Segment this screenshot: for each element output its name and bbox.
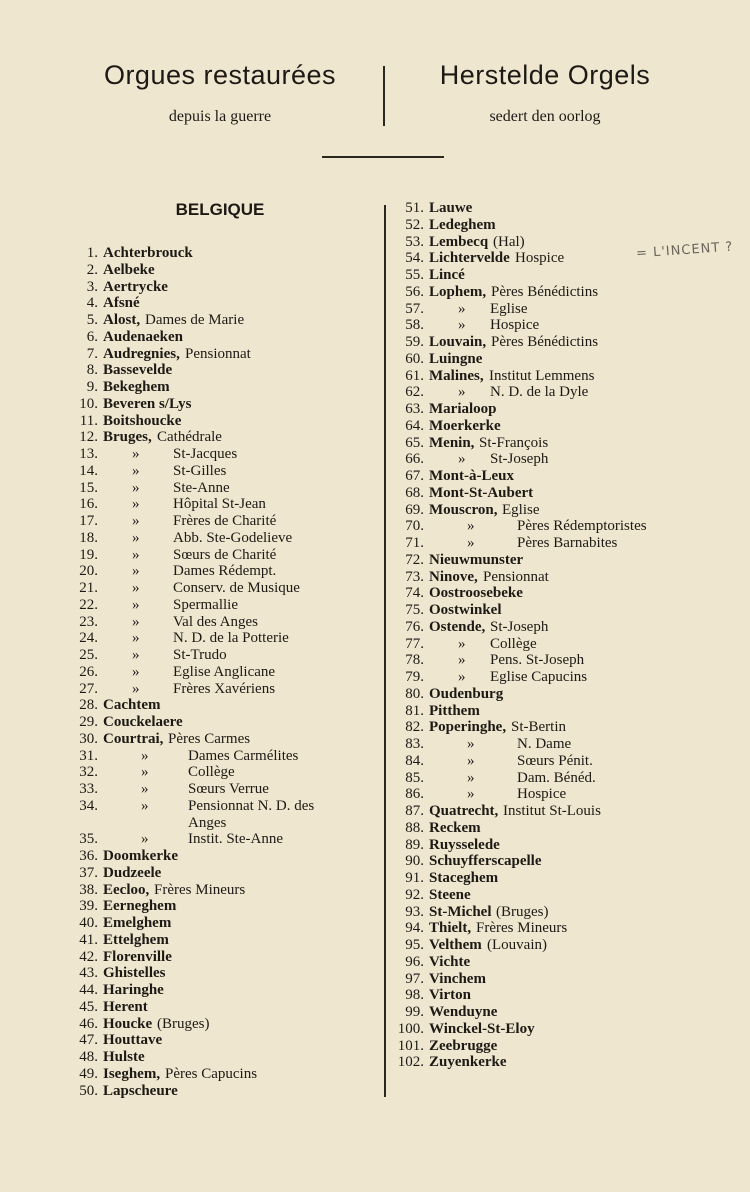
item-number: 56.	[405, 283, 424, 300]
item-name: Courtrai,	[103, 730, 164, 747]
item-name: Reckem	[429, 819, 481, 836]
item-detail: Institut Lemmens	[489, 367, 595, 384]
item-number: 73.	[405, 568, 424, 585]
item-detail: N. Dame	[517, 736, 572, 752]
handwritten-annotation: = L'INCENT ?	[635, 239, 734, 262]
item-number: 41.	[79, 931, 98, 948]
item-number: 5.	[86, 312, 98, 328]
item-number: 29.	[79, 714, 98, 730]
ditto-marker: »	[132, 663, 140, 680]
ditto-marker: »	[458, 384, 466, 401]
ditto-marker: »	[132, 613, 140, 630]
item-number: 35.	[79, 831, 98, 848]
item-number: 79.	[405, 669, 424, 685]
item-number: 12.	[79, 429, 98, 446]
item-name: Menin,	[429, 434, 475, 451]
item-detail: (Bruges)	[157, 1015, 210, 1032]
item-name: Louvain,	[429, 334, 487, 350]
item-name: Moerkerke	[429, 417, 501, 434]
item-number: 22.	[79, 596, 98, 613]
item-number: 47.	[79, 1032, 98, 1049]
column-divider	[384, 205, 386, 1097]
ditto-marker: »	[132, 580, 140, 596]
item-detail: Hospice	[490, 317, 540, 334]
item-number: 52.	[405, 216, 424, 233]
item-name: Herent	[103, 998, 148, 1015]
item-detail: Frères de Charité	[173, 513, 277, 529]
item-continuation: Anges	[188, 814, 227, 831]
ditto-marker: »	[141, 781, 149, 797]
item-detail: Eglise	[490, 300, 528, 317]
item-number: 100.	[397, 1020, 424, 1037]
item-name: Dudzeele	[103, 864, 162, 881]
item-number: 83.	[405, 736, 424, 752]
item-name: Boitshoucke	[103, 412, 182, 429]
item-number: 31.	[79, 747, 98, 764]
item-detail: St-François	[479, 434, 549, 451]
item-number: 9.	[86, 379, 98, 395]
item-detail: Abb. Ste-Godelieve	[173, 529, 293, 546]
item-number: 101.	[397, 1037, 424, 1054]
item-detail: Dames Carmélites	[188, 747, 299, 764]
item-detail: Dames de Marie	[145, 312, 245, 328]
item-detail: Instit. Ste-Anne	[188, 831, 283, 848]
ditto-marker: »	[132, 446, 140, 462]
item-name: Mont-à-Leux	[429, 468, 514, 484]
item-name: Couckelaere	[103, 714, 183, 730]
item-name: Schuyfferscapelle	[429, 853, 542, 870]
item-name: Nieuwmunster	[429, 551, 524, 568]
item-name: Vichte	[429, 953, 471, 970]
item-name: Mouscron,	[429, 501, 498, 518]
ditto-marker: »	[132, 680, 140, 697]
item-name: Afsné	[103, 295, 140, 312]
item-number: 80.	[405, 685, 424, 702]
item-number: 38.	[79, 881, 98, 898]
item-number: 23.	[79, 613, 98, 630]
item-detail: Frères Xavériens	[173, 680, 276, 697]
item-number: 33.	[79, 781, 98, 797]
item-number: 90.	[405, 853, 424, 870]
item-number: 94.	[405, 920, 424, 937]
ditto-marker: »	[132, 563, 140, 580]
item-detail: Eglise Capucins	[490, 669, 588, 685]
item-number: 87.	[405, 803, 424, 819]
item-name: Eecloo,	[103, 881, 150, 898]
ditto-marker: »	[132, 647, 140, 663]
item-detail: St-Jacques	[173, 446, 238, 462]
item-number: 30.	[79, 730, 98, 747]
item-detail: Institut St-Louis	[503, 803, 601, 819]
item-number: 17.	[79, 513, 98, 529]
item-name: Houcke	[103, 1015, 153, 1032]
item-name: Lichtervelde	[429, 250, 510, 267]
item-number: 27.	[79, 680, 98, 697]
ditto-marker: »	[132, 529, 140, 546]
item-number: 15.	[79, 479, 98, 496]
item-name: Aelbeke	[103, 261, 155, 278]
item-name: Alost,	[103, 312, 141, 328]
item-name: Virton	[429, 987, 471, 1004]
item-number: 84.	[405, 752, 424, 769]
item-number: 66.	[405, 451, 424, 468]
item-name: Velthem	[429, 937, 482, 953]
item-detail: Pères Barnabites	[517, 535, 618, 551]
item-number: 54.	[405, 250, 424, 267]
item-detail: (Louvain)	[487, 937, 547, 953]
ditto-marker: »	[458, 317, 466, 334]
item-detail: Val des Anges	[173, 613, 258, 630]
item-number: 64.	[405, 417, 424, 434]
item-detail: Eglise	[502, 501, 540, 518]
item-detail: Spermallie	[173, 596, 238, 613]
item-number: 32.	[79, 764, 98, 781]
item-number: 78.	[405, 652, 424, 669]
item-name: Hulste	[103, 1049, 145, 1065]
item-name: Cachtem	[103, 697, 161, 714]
item-name: Bassevelde	[103, 362, 173, 379]
item-number: 76.	[405, 618, 424, 635]
item-number: 37.	[79, 864, 98, 881]
item-name: Audregnies,	[103, 345, 180, 362]
item-name: Poperinghe,	[429, 719, 507, 736]
item-number: 43.	[79, 965, 98, 982]
item-number: 60.	[405, 350, 424, 367]
item-number: 14.	[79, 462, 98, 479]
item-number: 25.	[79, 647, 98, 663]
ditto-marker: »	[467, 786, 475, 803]
item-detail: Cathédrale	[157, 429, 222, 446]
item-number: 63.	[405, 401, 424, 417]
item-number: 57.	[405, 300, 424, 317]
item-number: 89.	[405, 836, 424, 853]
item-number: 92.	[405, 886, 424, 903]
section-title: BELGIQUE	[175, 200, 265, 219]
item-detail: St-Bertin	[511, 719, 566, 736]
ditto-marker: »	[141, 747, 149, 764]
item-number: 95.	[405, 937, 424, 953]
item-detail: Frères Mineurs	[154, 881, 246, 898]
item-number: 16.	[79, 496, 98, 513]
item-detail: N. D. de la Dyle	[490, 384, 589, 401]
item-number: 58.	[405, 317, 424, 334]
item-number: 28.	[79, 697, 98, 714]
ditto-marker: »	[458, 652, 466, 669]
item-number: 102.	[397, 1054, 424, 1071]
item-name: Thielt,	[429, 920, 472, 937]
item-name: Vinchem	[429, 970, 486, 987]
item-number: 75.	[405, 602, 424, 618]
item-number: 88.	[405, 819, 424, 836]
item-number: 20.	[79, 563, 98, 580]
item-name: Emelghem	[103, 915, 172, 931]
item-name: Florenville	[103, 948, 172, 965]
item-name: Luingne	[429, 350, 483, 367]
item-number: 68.	[405, 484, 424, 501]
ditto-marker: »	[467, 769, 475, 786]
item-number: 98.	[405, 987, 424, 1004]
item-number: 55.	[405, 267, 424, 283]
item-name: Winckel-St-Eloy	[429, 1020, 535, 1037]
item-detail: Pensionnat N. D. des	[188, 797, 315, 814]
item-detail: Pères Bénédictins	[491, 283, 599, 300]
item-name: Zeebrugge	[429, 1037, 498, 1054]
ditto-marker: »	[141, 764, 149, 781]
item-detail: Pères Carmes	[168, 730, 251, 747]
item-name: Quatrecht,	[429, 803, 499, 819]
item-name: Ledeghem	[429, 216, 496, 233]
ditto-marker: »	[467, 518, 475, 535]
item-name: Staceghem	[429, 870, 499, 886]
item-name: Audenaeken	[103, 328, 184, 345]
item-number: 44.	[79, 982, 98, 998]
item-number: 62.	[405, 384, 424, 401]
ditto-marker: »	[132, 513, 140, 529]
item-detail: Ste-Anne	[173, 479, 230, 496]
item-number: 45.	[79, 998, 98, 1015]
item-name: Eerneghem	[103, 898, 177, 915]
item-number: 96.	[405, 953, 424, 970]
item-number: 3.	[86, 278, 98, 295]
item-number: 59.	[405, 334, 424, 350]
item-name: Oostroosebeke	[429, 585, 523, 602]
item-number: 85.	[405, 769, 424, 786]
item-number: 74.	[405, 585, 424, 602]
item-number: 82.	[405, 719, 424, 736]
item-detail: St-Joseph	[490, 618, 549, 635]
item-detail: Dames Rédempt.	[173, 563, 277, 580]
item-detail: Sœurs de Charité	[173, 546, 277, 563]
item-number: 19.	[79, 546, 98, 563]
item-number: 61.	[405, 367, 424, 384]
item-number: 40.	[79, 915, 98, 931]
item-detail: St-Joseph	[490, 451, 549, 468]
item-detail: Sœurs Pénit.	[517, 752, 593, 769]
item-number: 51.	[405, 200, 424, 216]
item-name: Steene	[429, 886, 471, 903]
item-name: Oudenburg	[429, 685, 504, 702]
item-name: Iseghem,	[103, 1065, 161, 1082]
item-detail: (Hal)	[493, 233, 525, 250]
item-detail: Collège	[188, 764, 235, 781]
ditto-marker: »	[458, 451, 466, 468]
item-name: Wenduyne	[429, 1004, 498, 1020]
ditto-marker: »	[132, 630, 140, 647]
item-name: Marialoop	[429, 401, 497, 417]
header-divider	[383, 66, 385, 126]
item-name: Aertrycke	[103, 278, 168, 295]
item-number: 99.	[405, 1004, 424, 1020]
right-subtitle: sedert den oorlog	[489, 108, 601, 125]
item-detail: Frères Mineurs	[476, 920, 568, 937]
item-number: 36.	[79, 848, 98, 864]
ditto-marker: »	[458, 635, 466, 652]
header-rule	[322, 156, 444, 158]
item-number: 11.	[79, 412, 98, 429]
left-title: Orgues restaurées	[103, 60, 337, 90]
item-number: 1.	[86, 245, 98, 261]
item-name: Bruges,	[103, 429, 152, 446]
item-number: 53.	[405, 233, 424, 250]
item-detail: Pères Capucins	[165, 1065, 258, 1082]
item-number: 50.	[79, 1082, 98, 1099]
item-name: Ettelghem	[103, 931, 169, 948]
item-number: 26.	[79, 663, 98, 680]
item-name: Lophem,	[429, 283, 487, 300]
left-subtitle: depuis la guerre	[168, 108, 272, 125]
item-number: 86.	[405, 786, 424, 803]
item-number: 70.	[405, 518, 424, 535]
ditto-marker: »	[132, 546, 140, 563]
item-number: 18.	[79, 529, 98, 546]
item-detail: Pensionnat	[483, 568, 549, 585]
ditto-marker: »	[132, 462, 140, 479]
item-number: 67.	[405, 468, 424, 484]
item-detail: Collège	[490, 635, 537, 652]
item-number: 69.	[405, 501, 424, 518]
item-name: Zuyenkerke	[429, 1054, 507, 1071]
ditto-marker: »	[141, 797, 149, 814]
item-name: Haringhe	[103, 982, 164, 998]
item-name: Houttave	[103, 1032, 163, 1049]
item-number: 10.	[79, 395, 98, 412]
item-number: 93.	[405, 903, 424, 920]
item-number: 7.	[86, 345, 98, 362]
item-number: 48.	[79, 1049, 98, 1065]
item-detail: Hôpital St-Jean	[173, 496, 266, 513]
item-name: Malines,	[429, 367, 484, 384]
ditto-marker: »	[467, 752, 475, 769]
ditto-marker: »	[458, 300, 466, 317]
item-detail: Pères Rédemptoristes	[517, 518, 647, 535]
item-number: 49.	[79, 1065, 98, 1082]
item-detail: N. D. de la Potterie	[173, 630, 289, 647]
item-number: 4.	[86, 295, 98, 312]
item-detail: Hospice	[515, 250, 565, 267]
item-name: Mont-St-Aubert	[429, 484, 534, 501]
item-detail: Sœurs Verrue	[188, 781, 269, 797]
item-number: 71.	[405, 535, 424, 551]
item-name: St-Michel	[429, 903, 492, 920]
item-number: 42.	[79, 948, 98, 965]
item-detail: Pens. St-Joseph	[490, 652, 585, 669]
item-number: 24.	[79, 630, 98, 647]
ditto-marker: »	[132, 496, 140, 513]
item-number: 8.	[86, 362, 98, 379]
item-detail: Hospice	[517, 786, 567, 803]
item-number: 72.	[405, 551, 424, 568]
item-name: Beveren s/Lys	[103, 395, 192, 412]
item-name: Lapscheure	[103, 1082, 178, 1099]
item-detail: (Bruges)	[496, 903, 549, 920]
item-name: Lembecq	[429, 233, 489, 250]
item-name: Doomkerke	[103, 848, 178, 864]
item-name: Bekeghem	[103, 379, 170, 395]
item-number: 65.	[405, 434, 424, 451]
item-name: Lincé	[429, 267, 465, 283]
item-name: Ghistelles	[103, 965, 166, 982]
item-number: 21.	[79, 580, 98, 596]
item-detail: St-Gilles	[173, 462, 227, 479]
item-name: Ruysselede	[429, 836, 500, 853]
item-detail: Conserv. de Musique	[173, 580, 300, 596]
item-number: 91.	[405, 870, 424, 886]
ditto-marker: »	[141, 831, 149, 848]
item-name: Ninove,	[429, 568, 478, 585]
right-title: Herstelde Orgels	[439, 60, 651, 90]
item-detail: St-Trudo	[173, 647, 227, 663]
ditto-marker: »	[467, 535, 475, 551]
item-number: 97.	[405, 970, 424, 987]
item-number: 34.	[79, 797, 98, 814]
ditto-marker: »	[132, 479, 140, 496]
item-number: 46.	[79, 1015, 98, 1032]
item-detail: Pensionnat	[185, 345, 251, 362]
item-number: 77.	[405, 635, 424, 652]
item-name: Lauwe	[429, 200, 473, 216]
ditto-marker: »	[458, 669, 466, 685]
item-number: 39.	[79, 898, 98, 915]
item-name: Oostwinkel	[429, 602, 502, 618]
item-number: 6.	[86, 328, 98, 345]
item-detail: Eglise Anglicane	[173, 663, 276, 680]
item-number: 13.	[79, 446, 98, 462]
item-number: 81.	[405, 702, 424, 719]
ditto-marker: »	[132, 596, 140, 613]
ditto-marker: »	[467, 736, 475, 752]
item-name: Pitthem	[429, 702, 480, 719]
item-detail: Pères Bénédictins	[491, 334, 599, 350]
item-detail: Dam. Bénéd.	[517, 769, 596, 786]
item-number: 2.	[86, 261, 98, 278]
item-name: Achterbrouck	[103, 245, 193, 261]
item-name: Ostende,	[429, 618, 486, 635]
